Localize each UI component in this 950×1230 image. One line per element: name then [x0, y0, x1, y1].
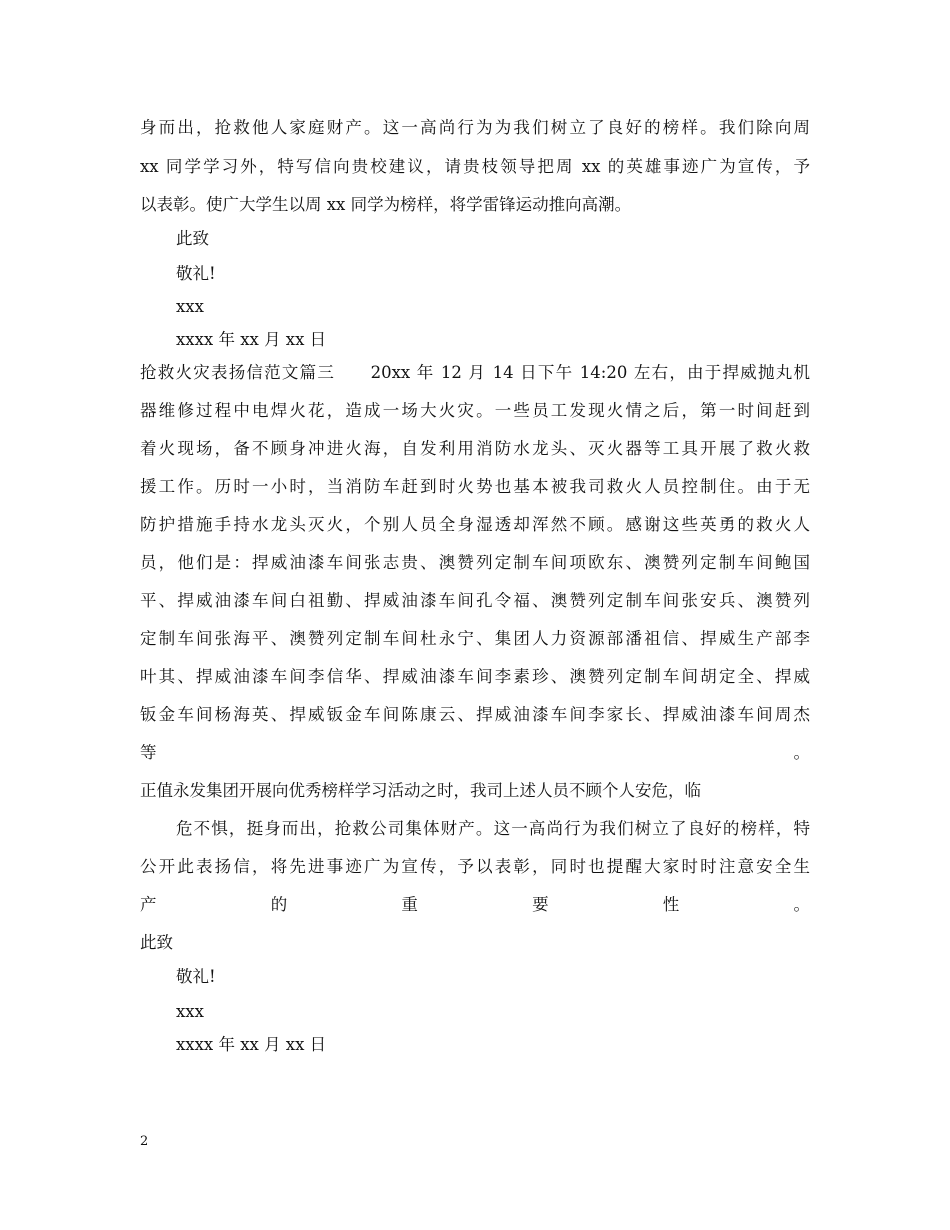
body-text-line: 公开此表扬信，将先进事迹广为宣传，予以表彰，同时也提醒大家时时注意安全生 — [140, 857, 810, 876]
body-text-line: 定制车间张海平、澳赞列定制车间杜永宁、集团人力资源部潘祖信、捍威生产部李 — [140, 629, 810, 648]
body-text-line: 钣金车间杨海英、捍威钣金车间陈康云、捍威油漆车间李家长、捍威油漆车间周杰 — [140, 705, 810, 724]
signature-name: xxx — [176, 297, 204, 316]
body-text-line: 叶其、捍威油漆车间李信华、捍威油漆车间李素珍、澳赞列定制车间胡定全、捍威 — [140, 667, 810, 686]
body-text-line: 防护措施手持水龙头灭火，个别人员全身湿透却浑然不顾。感谢这些英勇的救火人 — [140, 515, 810, 534]
body-text-line: 平、捍威油漆车间白祖勤、捍威油漆车间孔令福、澳赞列定制车间张安兵、澳赞列 — [140, 591, 810, 610]
body-text-line: 援工作。历时一小时，当消防车赶到时火势也基本被我司救火人员控制住。由于无 — [140, 477, 810, 496]
body-text-line: 等。 — [140, 743, 810, 762]
body-text-line: 身而出，抢救他人家庭财产。这一高尚行为为我们树立了良好的榜样。我们除向周 — [140, 118, 810, 137]
body-text-line: 此致 — [140, 933, 173, 952]
section-heading-line: 抢救火灾表扬信范文篇三 20xx 年 12 月 14 日下午 14:20 左右，由于捍威抛丸机 — [140, 363, 810, 382]
closing-regards: xxx — [176, 1002, 204, 1021]
signature-date: xxxx 年 xx 月 xx 日 — [176, 330, 327, 349]
body-text-line: 以表彰。使广大学生以周 xx 同学为榜样，将学雷锋运动推向高潮。 — [140, 195, 632, 214]
body-text-line: 产的重要性。 — [140, 895, 810, 914]
body-text-line: 正值永发集团开展向优秀榜样学习活动之时，我司上述人员不顾个人安危，临 — [140, 781, 701, 800]
body-text-line: 员，他们是：捍威油漆车间张志贵、澳赞列定制车间项欧东、澳赞列定制车间鲍国 — [140, 553, 810, 572]
signature-name: xxxx 年 xx 月 xx 日 — [176, 1035, 327, 1054]
closing-salutation: 敬礼! — [176, 967, 216, 986]
body-text-line: xx 同学学习外，特写信向贵校建议，请贵枝领导把周 xx 的英雄事迹广为宣传，予 — [140, 157, 810, 176]
page-number: 2 — [140, 1134, 149, 1149]
body-text-line: 着火现场，备不顾身冲进火海，自发利用消防水龙头、灭火器等工具开展了救火救 — [140, 439, 810, 458]
closing-salutation: 此致 — [176, 229, 209, 248]
closing-regards: 敬礼! — [176, 264, 216, 283]
body-text-line: 器维修过程中电焊火花，造成一场大火灾。一些员工发现火情之后，第一时间赶到 — [140, 401, 810, 420]
body-text-line: 危不惧，挺身而出，抢救公司集体财产。这一高尚行为我们树立了良好的榜样，特 — [176, 819, 810, 838]
